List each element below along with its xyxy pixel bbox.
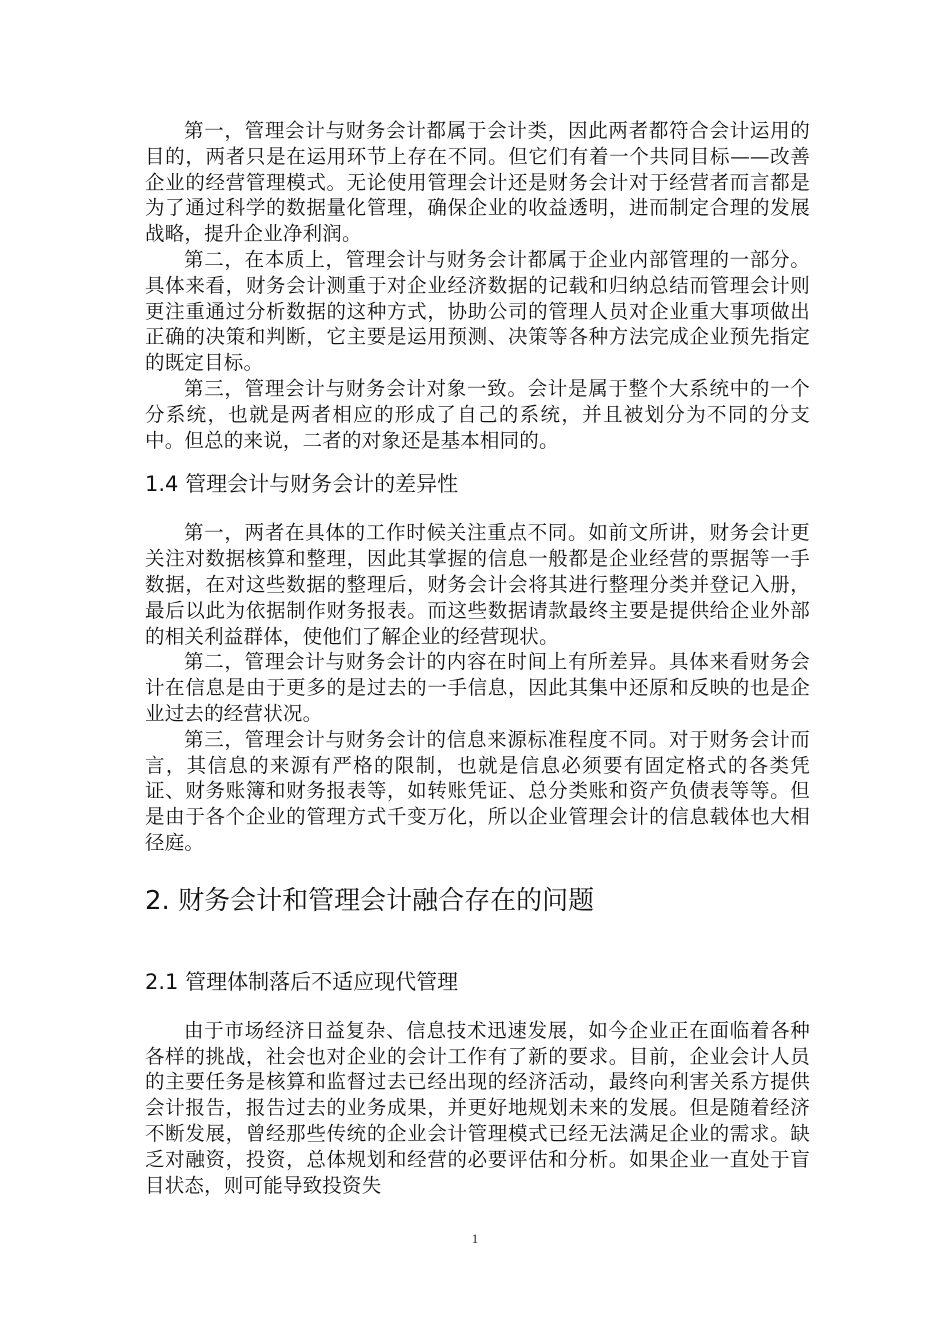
section-heading-2-1: 2.1 管理体制落后不适应现代管理 xyxy=(145,969,459,994)
paragraph-1-3-first: 第一，管理会计与财务会计都属于会计类，因此两者都符合会计运用的目的，两者只是在运用环节上存在不同。但它们有着一个共同目标——改善企业的经营管理模式。无论使用管理会计还是财务会计对于经营者而言都是为了通过科学的数据量化管理，确保企业的收益透明，进而制定合理的发展战略，提升企业净利润。 xyxy=(145,119,810,246)
paragraph-1-3-second: 第二，在本质上，管理会计与财务会计都属于企业内部管理的一部分。具体来看，财务会计测重于对企业经济数据的记载和归纳总结而管理会计则更注重通过分析数据的这种方式，协助公司的管理人员对企业重大事项做出正确的决策和判断，它主要是运用预测、决策等各种方法完成企业预先指定的既定目标。 xyxy=(145,247,810,375)
paragraph-1-4-first: 第一，两者在具体的工作时候关注重点不同。如前文所讲，财务会计更关注对数据核算和整理，因此其掌握的信息一般都是企业经营的票据等一手数据，在对这些数据的整理后，财务会计会将其进行整理分类并登记入册，最后以此为依据制作财务报表。而这些数据请款最终主要是提供给企业外部的相关利益群体，使他们了解企业的经营现状。 xyxy=(145,521,810,648)
paragraph-1-4-second: 第二，管理会计与财务会计的内容在时间上有所差异。具体来看财务会计在信息是由于更多的是过去的一手信息，因此其集中还原和反映的也是企业过去的经营状况。 xyxy=(145,650,810,725)
section-heading-1-4: 1.4 管理会计与财务会计的差异性 xyxy=(145,472,459,497)
chapter-heading-2: 2. 财务会计和管理会计融合存在的问题 xyxy=(145,885,595,916)
page-content xyxy=(145,118,810,1198)
paragraph-2-1-first: 由于市场经济日益复杂、信息技术迅速发展，如今企业正在面临着各种各样的挑战，社会也对企业的会计工作有了新的要求。目前，企业会计人员的主要任务是核算和监督过去已经出现的经济活动，最终向利害关系方提供会计报告，报告过去的业务成果，并更好地规划未来的发展。但是随着经济不断发展，曾经那些传统的企业会计管理模式已经无法满足企业的需求。缺乏对融资，投资，总体规划和经营的必要评估和分析。如果企业一直处于盲目状态，则可能导致投资失 xyxy=(145,1018,810,1197)
page-number: 1 xyxy=(471,1231,479,1246)
paragraph-1-3-third: 第三，管理会计与财务会计对象一致。会计是属于整个大系统中的一个分系统，也就是两者相应的形成了自己的系统，并且被划分为不同的分支中。但总的来说，二者的对象还是基本相同的。 xyxy=(145,376,810,452)
paragraph-1-4-third: 第三，管理会计与财务会计的信息来源标准程度不同。对于财务会计而言，其信息的来源有严格的限制，也就是信息必须要有固定格式的各类凭证、财务账簿和财务报表等，如转账凭证、总分类账和资产负债表等等。但是由于各个企业的管理方式千变万化，所以企业管理会计的信息载体也大相径庭。 xyxy=(145,727,810,854)
